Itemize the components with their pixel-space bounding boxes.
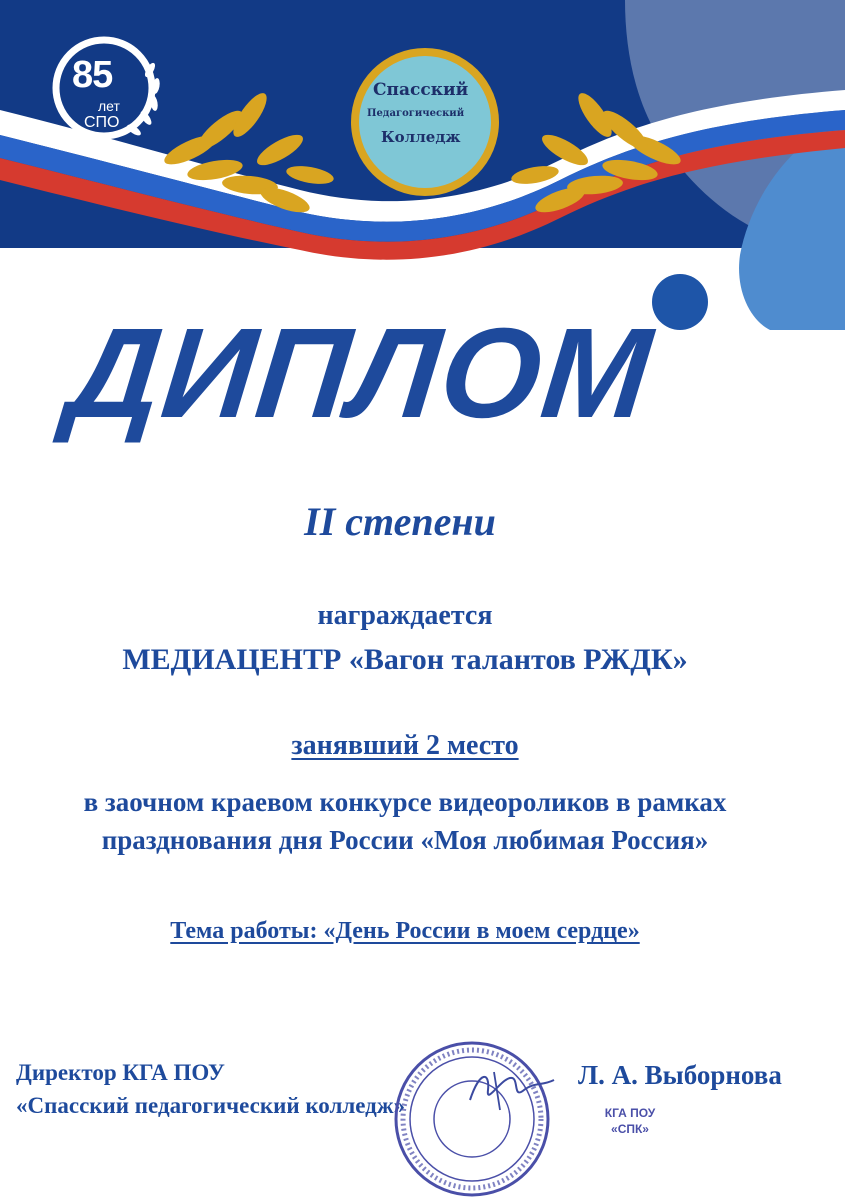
stamp-line1: КГА ПОУ [604, 1106, 656, 1120]
anniversary-number: 85 [72, 54, 113, 96]
diploma-title: ДИПЛОМ [61, 302, 659, 445]
topic-text: Тема работы: «День России в моем сердце» [170, 918, 640, 944]
place-text: занявший 2 место [291, 730, 519, 761]
college-logo-line3: Колледж [381, 128, 461, 146]
college-logo [345, 46, 505, 200]
topic-line [0, 918, 810, 945]
recipient-name: МЕДИАЦЕНТР «Вагон талантов РЖДК» [122, 643, 688, 676]
anniversary-years-label: лет [98, 98, 120, 114]
anniversary-spo-label: СПО [84, 114, 120, 131]
college-logo-line2: Педагогический [367, 108, 465, 119]
signer-name: Л. А. Выборнова [578, 1060, 782, 1090]
anniversary-badge [44, 38, 164, 148]
contest-line-1: в заочном краевом конкурсе видеороликов в рамках [83, 787, 727, 817]
place-line [0, 730, 810, 762]
director-title: Директор КГА ПОУ [16, 1060, 225, 1085]
handwritten-signature [450, 1060, 570, 1120]
director-org: «Спасский педагогический колледж» [16, 1093, 405, 1118]
diploma-degree: II степени [304, 499, 496, 544]
college-logo-line1: Спасский [373, 80, 469, 100]
contest-line-2: празднования дня России «Моя любимая Россия» [101, 825, 709, 855]
awarded-label: награждается [317, 600, 493, 631]
stamp-line2: «СПК» [611, 1122, 649, 1136]
